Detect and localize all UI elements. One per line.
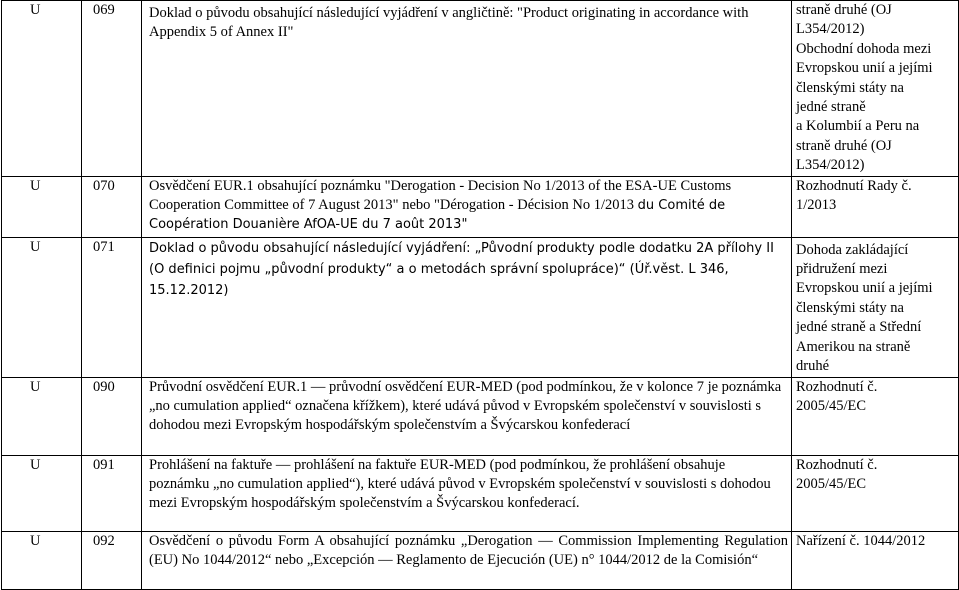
row-code: U [2,237,82,377]
row-reference: Rozhodnutí Rady č. 1/2013 [792,176,959,237]
row-number: 071 [82,237,142,377]
row-number: 070 [82,176,142,237]
table-row [2,237,959,377]
row-code: U [2,1,82,177]
document-table [1,0,959,590]
row-code: U [2,176,82,237]
row-reference: Dohoda zakládající přidružení mezi Evropskou unií a jejími členskými státy na jedné straně a Střední Amerikou na straně druhé [792,237,959,377]
row-description: Osvědčení EUR.1 obsahující poznámku "Derogation - Decision No 1/2013 of the ESA-UE Customs Cooperation Committee of 7 August 2013" nebo "Dérogation - Décision No 1/2013 du Comité de Coopération Douanière AfOA-UE du 7 août 2013" [142,176,792,237]
table-row [2,1,959,177]
row-reference: straně druhé (OJ L354/2012) Obchodní dohoda mezi Evropskou unií a jejími členskými státy na jedné straně a Kolumbií a Peru na straně druhé (OJ L354/2012) [792,1,959,177]
table-row [2,531,959,589]
row-description: Osvědčení o původu Form A obsahující poznámku „Derogation — Commission Implementing Regulation (EU) No 1044/2012“ nebo „Excepción — Reglamento de Ejecución (UE) n° 1044/2012 de la Comisión“ [142,531,792,589]
row-code: U [2,531,82,589]
table-row [2,377,959,455]
row-reference: Nařízení č. 1044/2012 [792,531,959,589]
row-code: U [2,377,82,455]
table-row [2,176,959,237]
row-reference: Rozhodnutí č. 2005/45/EC [792,377,959,455]
row-description: Doklad o původu obsahující následující vyjádření v angličtině: "Product originating in accordance with Appendix 5 of Annex II" [142,1,792,177]
row-number: 092 [82,531,142,589]
row-number: 069 [82,1,142,177]
row-reference: Rozhodnutí č. 2005/45/EC [792,455,959,531]
row-code: U [2,455,82,531]
table-row [2,455,959,531]
row-description: Doklad o původu obsahující následující vyjádření: „Původní produkty podle dodatku 2A přílohy II (O definici pojmu „původní produkty“ a o metodách správní spolupráce)“ (Úř.věst. L 346, 15.12.2012) [142,237,792,377]
row-number: 090 [82,377,142,455]
row-number: 091 [82,455,142,531]
row-description: Prohlášení na faktuře — prohlášení na faktuře EUR-MED (pod podmínkou, že prohlášení obsahuje poznámku „no cumulation applied“), které udává původ v Evropském společenství v souvislosti s dohodou mezi Evropským hospodářským společenstvím a Švýcarskou konfederací. [142,455,792,531]
row-description: Průvodní osvědčení EUR.1 — průvodní osvědčení EUR-MED (pod podmínkou, že v kolonce 7 je poznámka „no cumulation applied“ označena křížkem), které udává původ v Evropském společenství v souvislosti s dohodou mezi Evropským hospodářským společenstvím a Švýcarskou konfederací [142,377,792,455]
